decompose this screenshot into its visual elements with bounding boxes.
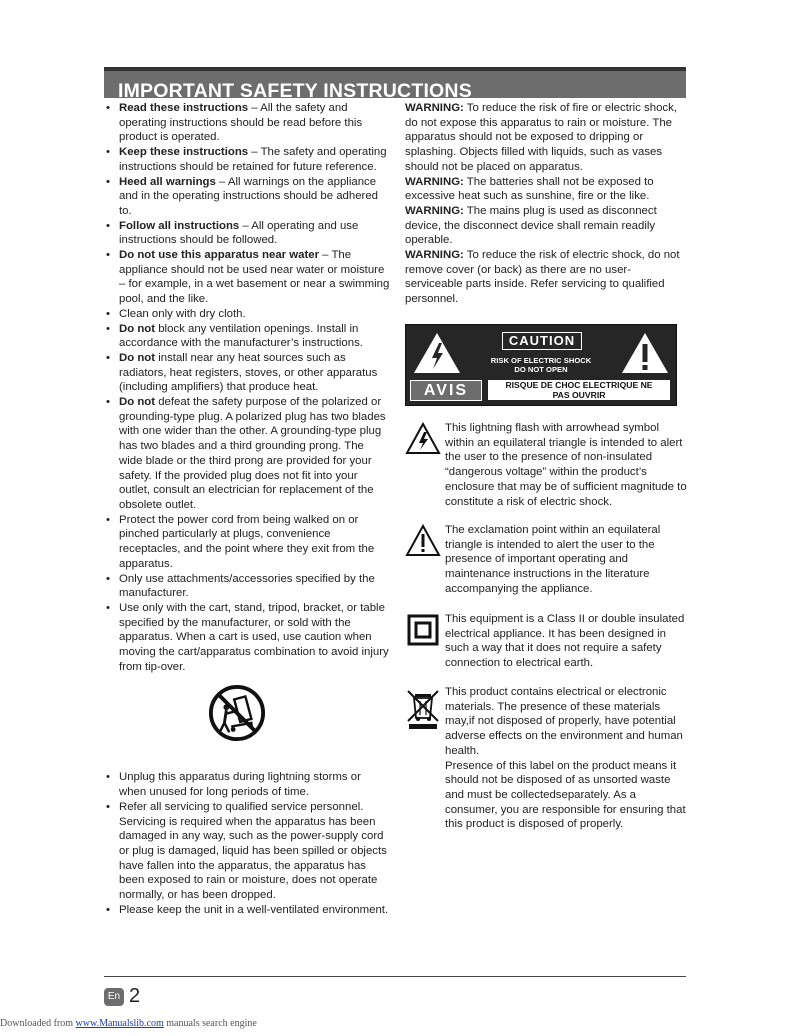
list-item: • Heed all warnings – All warnings on the appliance and in the operating instructions should be adhered to. <box>104 175 390 219</box>
instructions-list-bottom <box>104 770 390 917</box>
list-item: • Read these instructions – All the safety and operating instructions should be read before this product is operated. <box>104 101 390 145</box>
lightning-triangle-icon <box>412 331 462 375</box>
shock-warning-fr: RISQUE DE CHOC ELECTRIQUE NE PAS OUVRIR <box>488 380 670 400</box>
caution-label <box>405 324 677 406</box>
list-item: • Do not use this apparatus near water – The appliance should not be used near water or moisture – for example, in a wet basement or near a swimming pool, and the like. <box>104 248 390 307</box>
list-item: • Unplug this apparatus during lightning storms or when unused for long periods of time. <box>104 770 390 799</box>
warning-paragraph: WARNING: The batteries shall not be exposed to excessive heat such as sunshine, fire or the like. <box>405 175 654 203</box>
list-item: • Do not block any ventilation openings. Install in accordance with the manufacturer’s instructions. <box>104 322 390 351</box>
list-item: • Keep these instructions – The safety and operating instructions should be retained for future reference. <box>104 145 390 174</box>
double-square-icon <box>405 612 441 648</box>
symbol-description: This lightning flash with arrowhead symbol within an equilateral triangle is intended to alert the user to the presence of non-insulated “dangerous voltage” within the product’s enclosure that may be of sufficient magnitude to constitute a risk of electric shock. <box>445 422 687 508</box>
warning-paragraph: WARNING: To reduce the risk of electric shock, do not remove cover (or back) as there are no user-serviceable parts inside. Refer servicing to qualified personnel. <box>405 249 680 306</box>
cart-tipover-icon <box>208 684 266 742</box>
symbol-description: This equipment is a Class II or double insulated electrical appliance. It has been designed in such a way that it does not require a safety connection to electrical earth. <box>445 613 685 670</box>
exclamation-triangle-icon <box>405 523 441 559</box>
list-item: • Only use attachments/accessories specified by the manufacturer. <box>104 572 390 601</box>
manualslib-link[interactable]: www.Manualslib.com <box>75 1018 164 1029</box>
symbol-description: This product contains electrical or electronic materials. The presence of these materials may,if not disposed of properly, have potential adverse effects on the environment and human health. Presence of this label on the product means it should not be disposed of as unsorted waste and must be collectedseparately. As a consumer, you are responsible for ensuring that this product is disposed of properly. <box>445 686 686 831</box>
exclamation-triangle-icon <box>620 331 670 375</box>
footer-divider <box>104 976 686 977</box>
lightning-triangle-icon <box>405 421 441 457</box>
page-number: 2 <box>129 985 141 1007</box>
instructions-list-top <box>104 101 390 674</box>
list-item: • Clean only with dry cloth. <box>104 307 390 322</box>
weee-bin-icon <box>405 688 441 730</box>
caution-badge: CAUTION <box>502 332 582 350</box>
right-column <box>405 101 687 307</box>
list-item: • Use only with the cart, stand, tripod, bracket, or table specified by the manufacturer, or sold with the apparatus. When a cart is used, use caution when moving the cart/apparatus combination to avoid injury from tip-over. <box>104 601 390 675</box>
download-footer: Downloaded from www.Manualslib.com manuals search engine <box>0 1018 257 1029</box>
section-header <box>104 67 686 102</box>
page-title: IMPORTANT SAFETY INSTRUCTIONS <box>118 80 472 102</box>
list-item: • Please keep the unit in a well-ventilated environment. <box>104 903 390 918</box>
avis-badge: AVIS <box>410 380 482 401</box>
list-item: • Do not install near any heat sources such as radiators, heat registers, stoves, or other apparatus (including amplifiers) that produce heat. <box>104 351 390 395</box>
cart-warning-figure <box>104 674 390 770</box>
warning-paragraph: WARNING: To reduce the risk of fire or electric shock, do not expose this apparatus to rain or moisture. The apparatus should not be exposed to dripping or splashing. Objects filled with liquids, such as vases should not be placed on apparatus. <box>405 102 677 173</box>
language-badge: En <box>104 988 124 1006</box>
list-item: • Protect the power cord from being walked on or pinched particularly at plugs, convenience receptacles, and the point where they exit from the apparatus. <box>104 513 390 572</box>
list-item: • Do not defeat the safety purpose of the polarized or grounding-type plug. A polarized plug has two blades with one wider than the other. A grounding-type plug has two blades and a third grounding prong. The wide blade or the third prong are provided for your safety. If the provided plug does not fit into your outlet, consult an electrician for replacement of the obsolete outlet. <box>104 395 390 513</box>
left-column <box>104 101 390 917</box>
list-item: • Follow all instructions – All operating and use instructions should be followed. <box>104 219 390 248</box>
warning-paragraph: WARNING: The mains plug is used as disconnect device, the disconnect device shall remain readily operable. <box>405 204 657 247</box>
symbol-description: The exclamation point within an equilateral triangle is intended to alert the user to the presence of important operating and maintenance instructions in the literature accompanying the appliance. <box>445 524 661 595</box>
shock-warning-en: RISK OF ELECTRIC SHOCK DO NOT OPEN <box>490 356 592 374</box>
list-item: • Refer all servicing to qualified service personnel. Servicing is required when the apparatus has been damaged in any way, such as the power-supply cord or plug is damaged, liquid has been spilled or objects have fallen into the apparatus, the apparatus has been exposed to rain or moisture, does not operate normally, or has been dropped. <box>104 800 390 903</box>
